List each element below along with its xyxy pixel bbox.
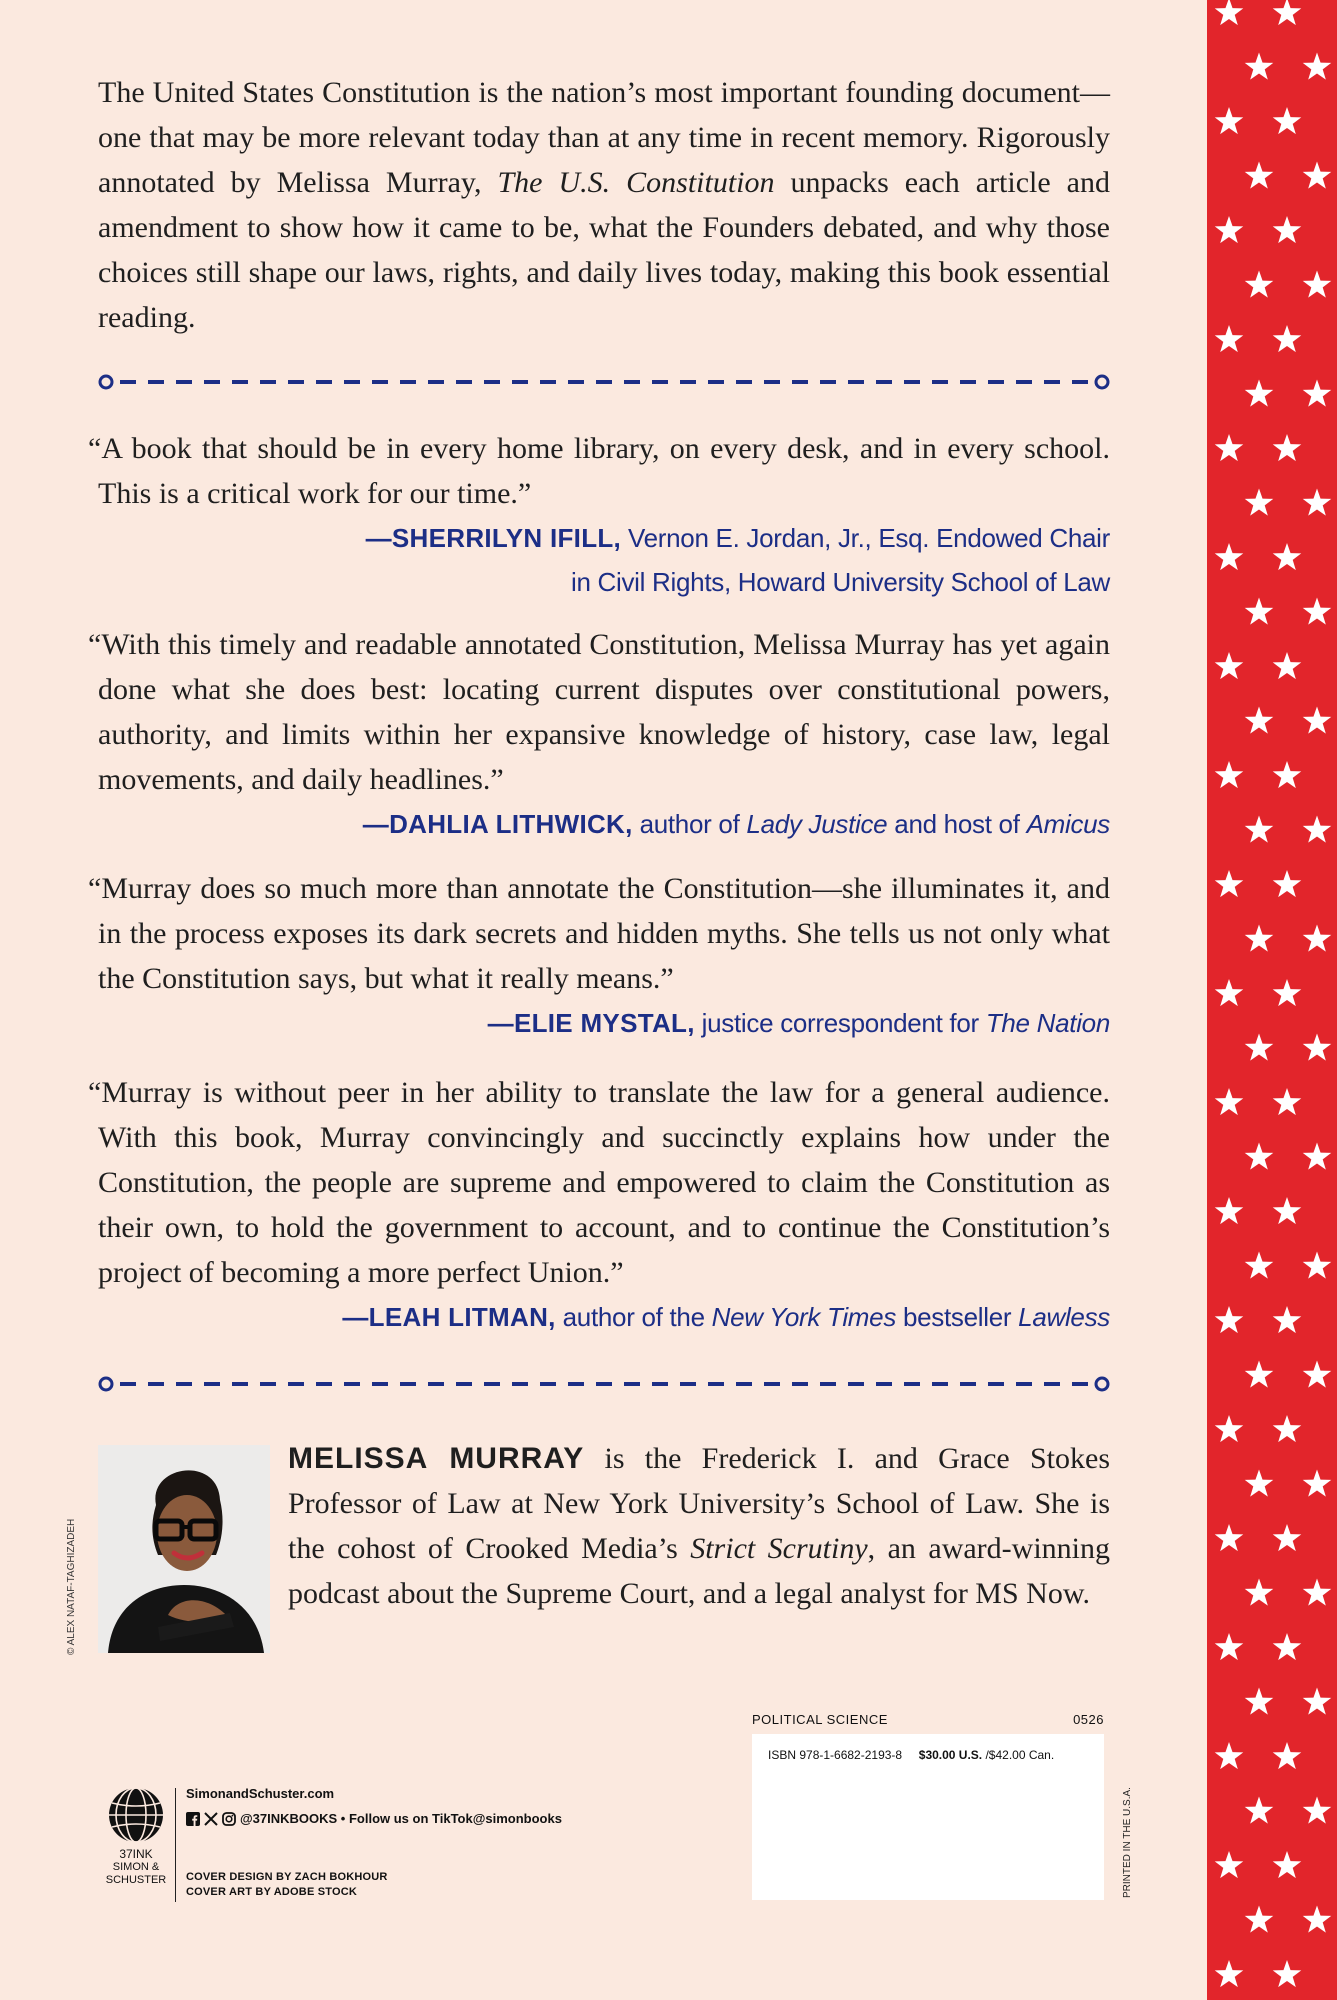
- publisher-website: SimonandSchuster.com: [186, 1786, 335, 1801]
- attribution-title-italic: Lady Justice: [746, 809, 888, 839]
- x-icon: [204, 1812, 218, 1826]
- imprint-name: 37INK: [119, 1847, 153, 1861]
- facebook-icon: [186, 1812, 200, 1826]
- star-icon: [1215, 0, 1244, 25]
- star-icon: [1303, 53, 1332, 80]
- star-icon: [1273, 1742, 1302, 1769]
- barcode-area: [752, 1712, 1104, 1896]
- author-bio: [288, 1436, 1110, 1616]
- attribution-name: —SHERRILYN IFILL,: [365, 523, 622, 553]
- quote-text: “Murray does so much more than annotate the Constitution—she illuminates it, and in the process exposes its dark secrets and hidden myths. She tells us not only what the Constitution says, but what it really means.”: [88, 872, 1110, 995]
- star-icon: [1215, 216, 1244, 243]
- attribution-title-italic: Amicus: [1026, 809, 1110, 839]
- publisher-name-line2: SCHUSTER: [105, 1874, 167, 1886]
- attribution-name: —LEAH LITMAN,: [342, 1302, 556, 1332]
- star-icon: [1215, 1960, 1244, 1987]
- attribution-name: —ELIE MYSTAL,: [487, 1008, 695, 1038]
- star-icon: [1303, 1688, 1332, 1715]
- star-icon: [1215, 1633, 1244, 1660]
- attribution-title-italic: New York Times: [711, 1302, 897, 1332]
- cover-design-credit: COVER DESIGN BY ZACH BOKHOUR: [186, 1871, 388, 1883]
- publisher-logo: [98, 1785, 174, 1903]
- star-icon: [1303, 1797, 1332, 1824]
- star-icon: [1245, 53, 1274, 80]
- star-icon: [1245, 489, 1274, 516]
- star-icon: [1245, 1470, 1274, 1497]
- attribution-text: bestseller: [896, 1302, 1019, 1332]
- author-portrait-illustration: [98, 1445, 270, 1653]
- star-icon: [1273, 434, 1302, 461]
- star-icon: [1245, 925, 1274, 952]
- quote-text: “A book that should be in every home library, on every desk, and in every school. This is a critical work for our time.”: [88, 432, 1110, 510]
- bio-text-1: is the Frederick I. and Grace Stokes Professor of Law at New York University’s School of Law. She is the cohost of Crooked Media’s: [288, 1442, 1110, 1565]
- star-icon: [1245, 1797, 1274, 1824]
- attribution-title-line2: in Civil Rights, Howard University School of Law: [570, 567, 1110, 597]
- social-handles: @37INKBOOKS • Follow us on TikTok@simonbooks: [240, 1811, 562, 1826]
- star-icon: [1273, 216, 1302, 243]
- star-icon: [1273, 1960, 1302, 1987]
- quote-attribution: [88, 1295, 1110, 1339]
- star-icon: [1245, 1579, 1274, 1606]
- star-icon: [1273, 543, 1302, 570]
- star-icon: [1303, 380, 1332, 407]
- isbn-price-line: [768, 1748, 1054, 1762]
- star-icon: [1273, 1633, 1302, 1660]
- description-text-2: unpacks each article and amendment to show how it came to be, what the Founders debated, and why those choices still shape our laws, rights, and daily lives today, making this book essential reading.: [98, 166, 1111, 334]
- cover-credits: [186, 1870, 562, 1900]
- quote-attribution: [88, 1001, 1110, 1045]
- attribution-text: author of: [632, 809, 747, 839]
- star-icon: [1273, 107, 1302, 134]
- star-icon: [1245, 380, 1274, 407]
- star-icon: [1303, 489, 1332, 516]
- quote-text: “Murray is without peer in her ability to translate the law for a general audience. With this book, Murray convincingly and succinctly explains how under the Constitution, the people are supreme and empowered to claim the Constitution as their own, to hold the government to account, and to continue the Constitution’s project of becoming a more perfect Union.”: [88, 1076, 1110, 1289]
- star-icon: [1245, 816, 1274, 843]
- star-icon: [1273, 1306, 1302, 1333]
- price-us: $30.00 U.S.: [918, 1748, 983, 1762]
- star-icon: [1245, 162, 1274, 189]
- star-icon: [1273, 761, 1302, 788]
- star-icon: [1303, 162, 1332, 189]
- book-title-italic: The U.S. Constitution: [497, 166, 775, 199]
- attribution-text: and host of: [887, 809, 1027, 839]
- star-icon: [1273, 0, 1302, 25]
- star-icon: [1215, 652, 1244, 679]
- publisher-name: [98, 1861, 174, 1887]
- quote-attribution: [88, 516, 1110, 604]
- star-icon: [1303, 1906, 1332, 1933]
- star-icon: [1303, 1143, 1332, 1170]
- star-icon: [1215, 1415, 1244, 1442]
- star-icon: [1245, 1361, 1274, 1388]
- bio-text-2: , an award-winning podcast about the Supreme Court, and a legal analyst for MS Now.: [288, 1532, 1110, 1610]
- stars-stripe: [1207, 0, 1337, 2000]
- dashed-divider-bottom: [98, 1372, 1112, 1396]
- star-icon: [1215, 1088, 1244, 1115]
- isbn: ISBN 978-1-6682-2193-8: [768, 1748, 903, 1762]
- publisher-block: [98, 1770, 658, 1910]
- star-icon: [1215, 1197, 1244, 1224]
- separator-line: [175, 1788, 176, 1902]
- publisher-info: [186, 1786, 562, 1900]
- barcode-topline: [752, 1712, 1104, 1727]
- attribution-title-italic: The Nation: [985, 1008, 1110, 1038]
- quote-ifill: [88, 426, 1110, 604]
- star-icon: [1215, 434, 1244, 461]
- star-icon: [1273, 1415, 1302, 1442]
- star-icon: [1303, 707, 1332, 734]
- attribution-text: author of the: [555, 1302, 712, 1332]
- publisher-name-line1: SIMON &: [112, 1861, 160, 1873]
- star-icon: [1215, 870, 1244, 897]
- star-icon: [1245, 1906, 1274, 1933]
- star-icon: [1303, 816, 1332, 843]
- star-pattern: [1207, 0, 1337, 2000]
- attribution-title: Vernon E. Jordan, Jr., Esq. Endowed Chair: [621, 523, 1110, 553]
- star-icon: [1245, 1034, 1274, 1061]
- author-photo: [98, 1445, 270, 1653]
- price-can: /$42.00 Can.: [982, 1748, 1055, 1762]
- star-icon: [1273, 870, 1302, 897]
- star-icon: [1303, 598, 1332, 625]
- star-icon: [1215, 761, 1244, 788]
- book-category: POLITICAL SCIENCE: [752, 1712, 888, 1727]
- attribution-text: justice correspondent for: [694, 1008, 986, 1038]
- star-icon: [1215, 1742, 1244, 1769]
- quote-lithwick: [88, 622, 1110, 846]
- star-icon: [1303, 1470, 1332, 1497]
- star-icon: [1303, 1034, 1332, 1061]
- product-code: 0526: [1073, 1712, 1104, 1727]
- star-icon: [1273, 979, 1302, 1006]
- star-icon: [1273, 1088, 1302, 1115]
- dashed-divider-top: [98, 370, 1112, 394]
- star-icon: [1215, 979, 1244, 1006]
- instagram-icon: [222, 1812, 236, 1826]
- printed-in-usa: PRINTED IN THE U.S.A.: [1122, 1787, 1133, 1898]
- star-icon: [1215, 1851, 1244, 1878]
- quote-litman: [88, 1070, 1110, 1339]
- star-icon: [1273, 1851, 1302, 1878]
- star-icon: [1215, 325, 1244, 352]
- star-icon: [1303, 1579, 1332, 1606]
- podcast-title-italic: Strict Scrutiny: [690, 1532, 868, 1565]
- star-icon: [1215, 107, 1244, 134]
- star-icon: [1245, 707, 1274, 734]
- star-icon: [1245, 271, 1274, 298]
- star-icon: [1273, 1524, 1302, 1551]
- quote-mystal: [88, 866, 1110, 1045]
- star-icon: [1273, 325, 1302, 352]
- star-icon: [1245, 1252, 1274, 1279]
- star-icon: [1303, 271, 1332, 298]
- star-icon: [1245, 598, 1274, 625]
- star-icon: [1245, 1143, 1274, 1170]
- social-line: [186, 1811, 562, 1826]
- star-icon: [1273, 1197, 1302, 1224]
- cover-art-credit: COVER ART BY ADOBE STOCK: [186, 1886, 358, 1898]
- star-icon: [1215, 1524, 1244, 1551]
- quote-attribution: [88, 802, 1110, 846]
- star-icon: [1303, 1361, 1332, 1388]
- star-icon: [1303, 1252, 1332, 1279]
- book-description: [98, 70, 1110, 340]
- barcode-panel: [752, 1734, 1104, 1900]
- attribution-title-italic: Lawless: [1018, 1302, 1110, 1332]
- description-text-1: The United States Constitution is the nation’s most important founding document—one that may be more relevant today than at any time in recent memory. Rigorously annotated by Melissa Murray,: [98, 76, 1110, 199]
- quote-text: “With this timely and readable annotated Constitution, Melissa Murray has yet again done what she does best: locating current disputes over constitutional powers, authority, and limits within her expansive knowledge of history, case law, legal movements, and daily headlines.”: [88, 628, 1110, 796]
- attribution-name: —DAHLIA LITHWICK,: [362, 809, 633, 839]
- star-icon: [1303, 925, 1332, 952]
- author-name: MELISSA MURRAY: [288, 1442, 585, 1475]
- star-icon: [1245, 1688, 1274, 1715]
- star-icon: [1215, 543, 1244, 570]
- photo-credit: © ALEX NATAF-TAGHIZADEH: [66, 1518, 77, 1655]
- globe-logo-icon: [98, 1785, 174, 1845]
- star-icon: [1215, 1306, 1244, 1333]
- star-icon: [1273, 652, 1302, 679]
